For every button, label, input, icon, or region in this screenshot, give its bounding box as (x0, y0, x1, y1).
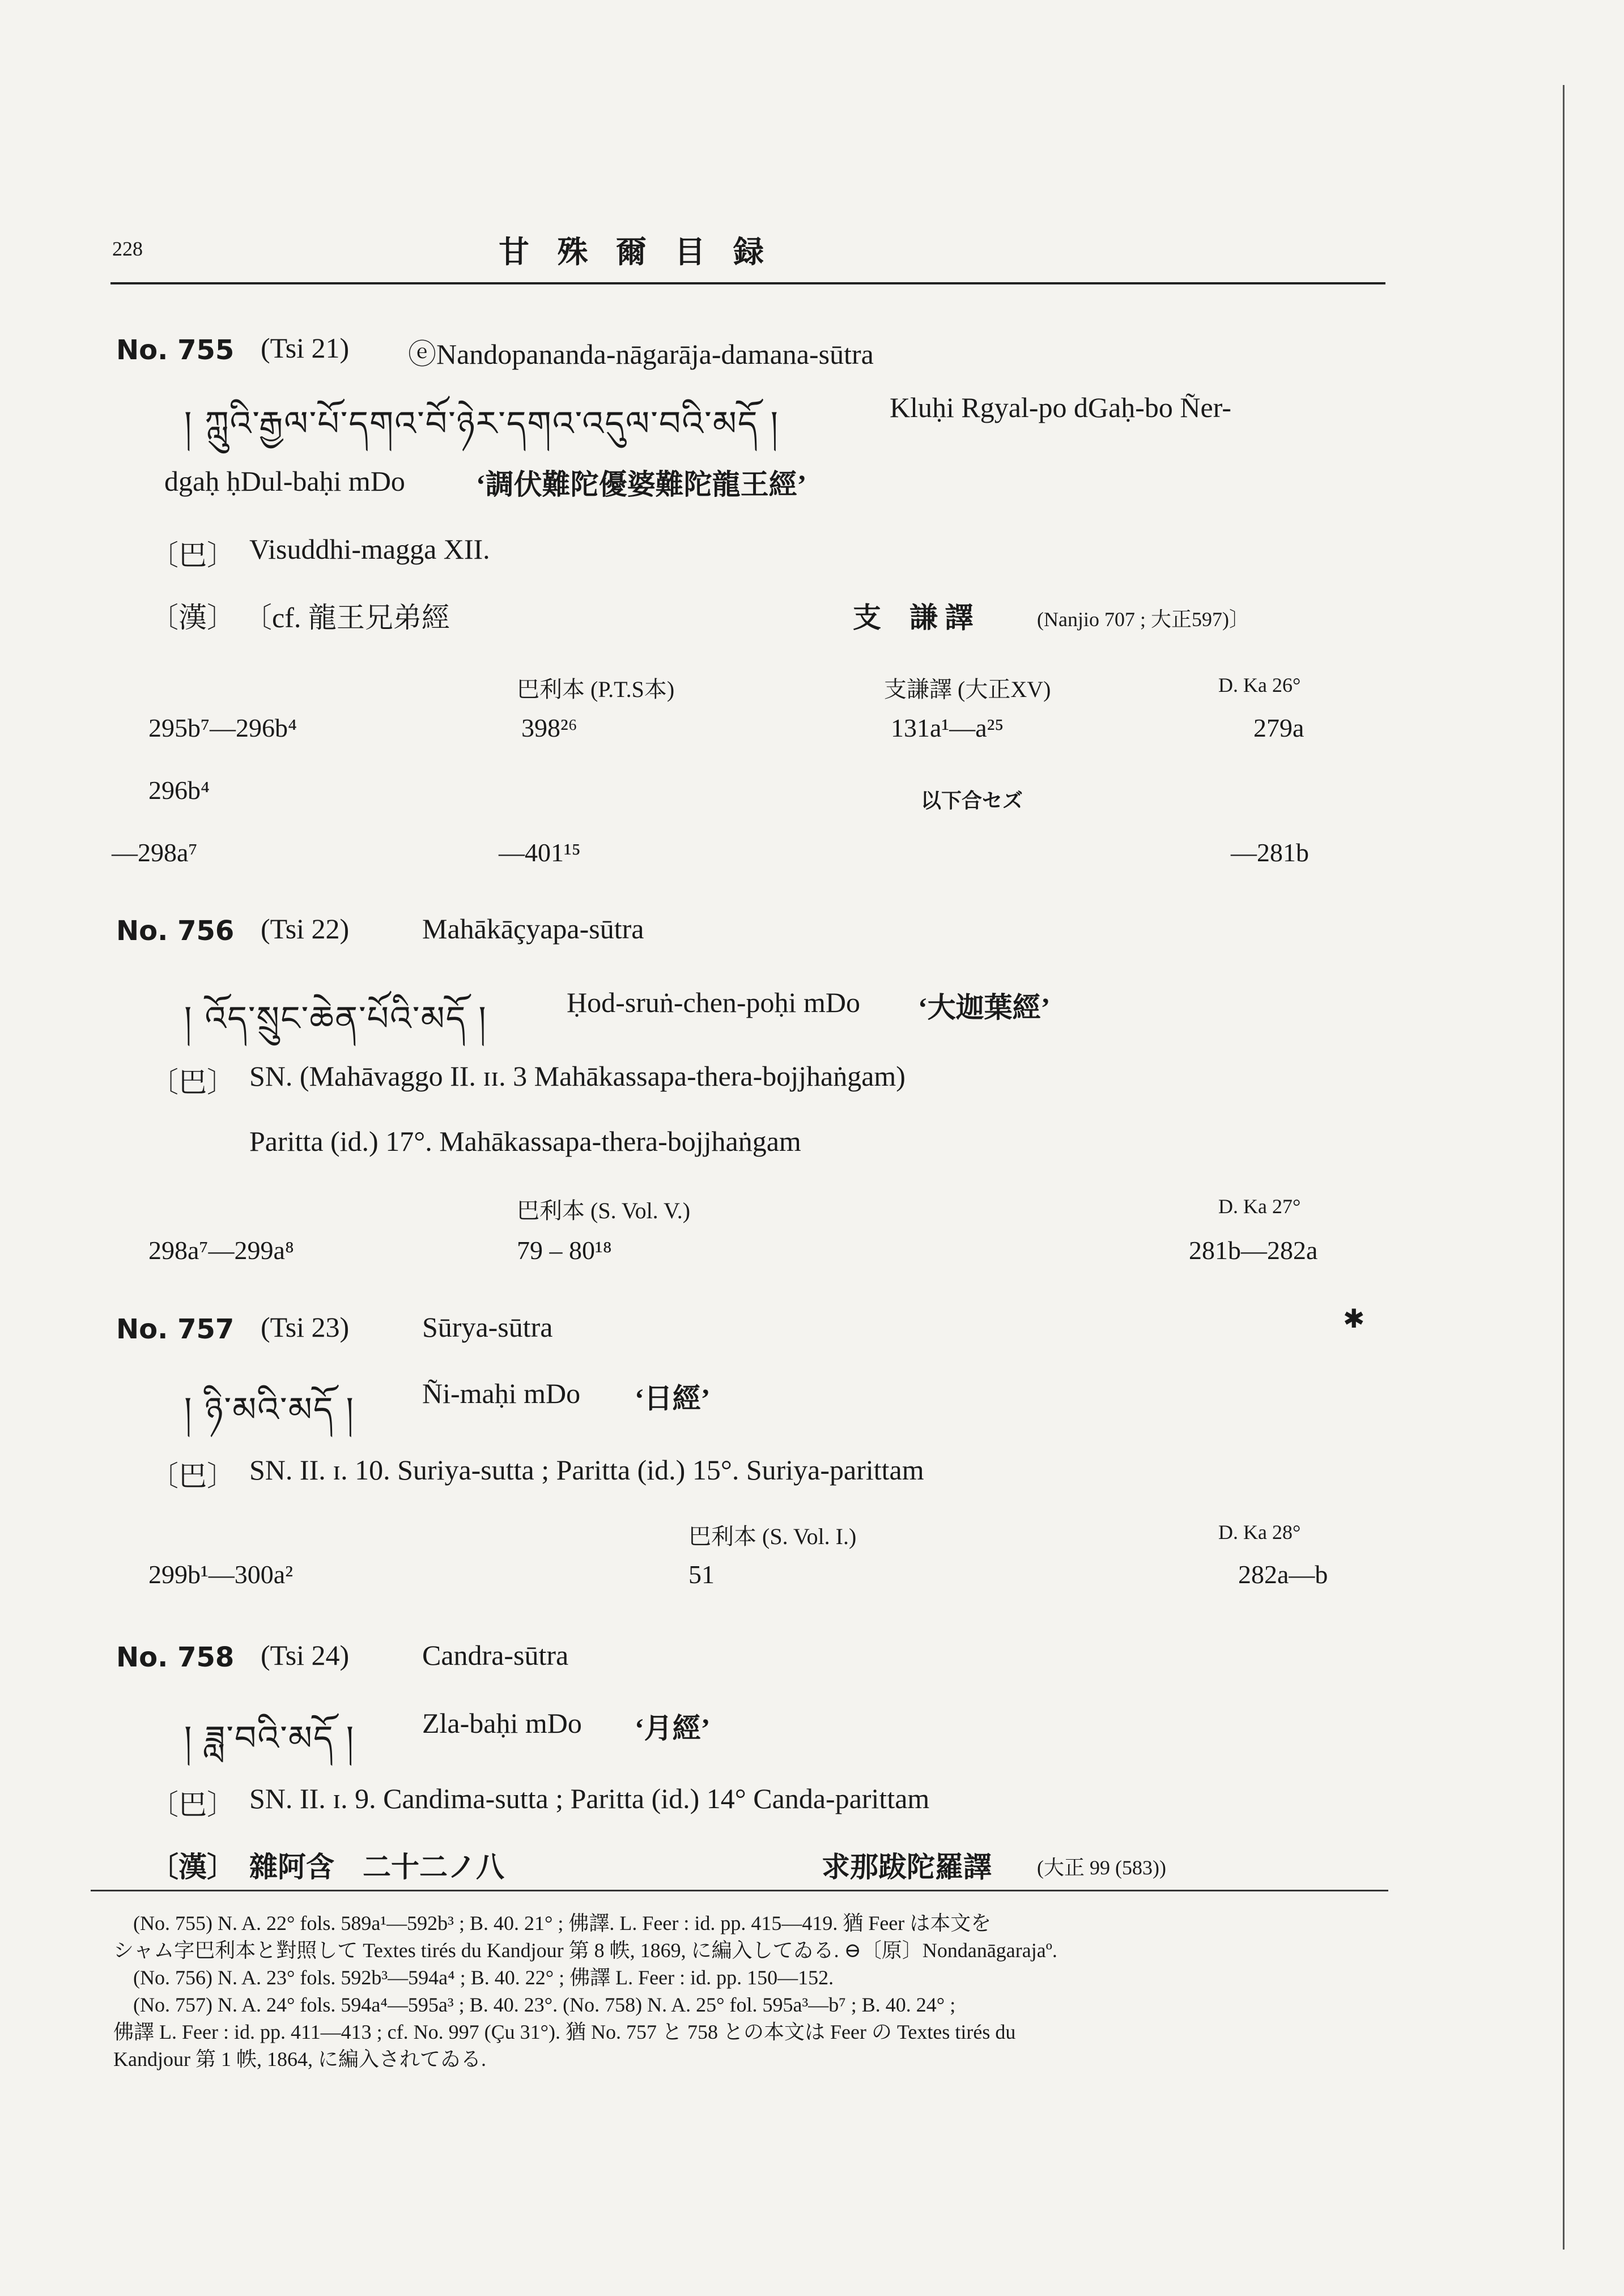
entry-tsi: (Tsi 23) (261, 1311, 350, 1343)
entry-chinese-title: ‘月經’ (635, 1712, 711, 1744)
pali-label: 〔巴〕 (150, 539, 235, 571)
table-cell: 51 (688, 1560, 715, 1589)
footnote-line: (No. 755) N. A. 22° fols. 589a¹—592b³ ; B. 40. 21° ; 佛譯. L. Feer : id. pp. 415—419. 猶 Feer は本文を (133, 1912, 992, 1934)
column-header: D. Ka 26° (1218, 674, 1301, 696)
column-header: 支謙譯 (大正XV) (884, 677, 1051, 702)
asterisk-mark: ✱ (1343, 1304, 1365, 1333)
footnote-line: Kandjour 第 1 帙, 1864, に編入されてゐる. (113, 2048, 486, 2070)
entry-sanskrit-title: Sūrya-sūtra (422, 1311, 553, 1343)
han-translator: 求那跋陀羅譯 (822, 1851, 992, 1883)
table-cell: 298a⁷—299a⁸ (148, 1236, 294, 1265)
pali-text: SN. II. ɪ. 9. Candima-sutta ; Paritta (id.) 14° Canda-parittam (249, 1783, 930, 1814)
table-cell-note: 以下合セズ (921, 789, 1023, 812)
table-cell: 398²⁶ (521, 713, 577, 742)
entry-number: No. 756 (116, 915, 235, 947)
han-label: 〔漢〕 (150, 1851, 235, 1883)
table-cell: 281b—282a (1189, 1236, 1318, 1265)
footnote-line: (No. 757) N. A. 24° fols. 594a⁴—595a³ ; B. 40. 23°. (No. 758) N. A. 25° fol. 595a³—b⁷ ; B. 40. 24° ; (133, 1993, 956, 2016)
pali-text-cont: Paritta (id.) 17°. Mahākassapa-thera-bojjhaṅgam (249, 1125, 801, 1157)
table-cell: —298a⁷ (112, 838, 198, 867)
entry-tibetan-script: ། ཉི་མའི་མདོ ། (184, 1390, 355, 1430)
entry-number: No. 755 (116, 334, 235, 366)
table-cell: 295b⁷—296b⁴ (148, 713, 297, 742)
entry-tibetan-script: ། ཟླ་བའི་མདོ ། (184, 1719, 355, 1758)
page-number: 228 (112, 237, 143, 260)
column-header: D. Ka 28° (1218, 1521, 1301, 1544)
scan-edge-line (1563, 85, 1565, 2250)
table-cell: 296b⁴ (148, 776, 210, 805)
table-cell: 282a—b (1238, 1560, 1328, 1589)
table-cell: —401¹⁵ (499, 838, 581, 867)
han-reference: (大正 99 (583)) (1037, 1856, 1166, 1879)
han-text: 〔cf. 龍王兄弟經 (244, 602, 450, 633)
entry-chinese-title: ‘大迦葉經’ (918, 992, 1051, 1023)
entry-sanskrit-title: ⓔNandopananda-nāgarāja-damana-sūtra (408, 338, 874, 370)
pali-label: 〔巴〕 (150, 1789, 235, 1821)
table-cell: 299b¹—300a² (148, 1560, 293, 1589)
column-header: 巴利本 (S. Vol. V.) (517, 1198, 691, 1223)
entry-tsi: (Tsi 21) (261, 332, 350, 364)
column-header: 巴利本 (S. Vol. I.) (688, 1524, 857, 1549)
entry-tibetan-script: ། འོད་སྲུང་ཆེན་པོའི་མདོ ། (184, 999, 487, 1039)
header-rule (110, 282, 1385, 284)
footnote-line: 佛譯 L. Feer : id. pp. 411—413 ; cf. No. 997 (Çu 31°). 猶 No. 757 と 758 との本文は Feer の Textes tirés du (113, 2021, 1016, 2043)
han-reference: (Nanjio 707 ; 大正597)〕 (1037, 608, 1249, 631)
entry-chinese-title: ‘日經’ (635, 1383, 711, 1414)
table-cell: 131a¹—a²⁵ (891, 713, 1004, 742)
entry-tibetan-translit-cont: dgaḥ ḥDul-baḥi mDo (164, 465, 405, 497)
entry-tsi: (Tsi 22) (261, 913, 350, 945)
footnote-line: シャム字巴利本と對照して Textes tirés du Kandjour 第 8 帙, 1869, に編入してゐる. ⊖〔原〕Nondanāgarajaº. (113, 1939, 1057, 1962)
entry-sanskrit-title: Candra-sūtra (422, 1639, 569, 1671)
entry-tibetan-translit: Zla-baḥi mDo (422, 1707, 582, 1739)
pali-label: 〔巴〕 (150, 1066, 235, 1098)
entry-tibetan-script: ། ཀླུའི་རྒྱལ་པོ་དགའ་བོ་ཉེར་དགའ་འདུལ་བའི་མདོ ། (184, 404, 780, 444)
footnote-line: (No. 756) N. A. 23° fols. 592b³—594a⁴ ; B. 40. 22° ; 佛譯 L. Feer : id. pp. 150—152. (133, 1966, 834, 1989)
han-text: 雜阿含 二十二ノ八 (249, 1851, 504, 1883)
pali-text: SN. (Mahāvaggo II. ɪɪ. 3 Mahākassapa-thera-bojjhaṅgam) (249, 1060, 905, 1092)
table-cell: 79 – 80¹⁸ (517, 1236, 612, 1265)
entry-tibetan-translit: Ḥod-sruṅ-chen-poḥi mDo (567, 987, 860, 1018)
entry-tsi: (Tsi 24) (261, 1639, 350, 1671)
table-cell: —281b (1231, 838, 1309, 867)
entry-sanskrit-title: Mahākāçyapa-sūtra (422, 913, 644, 945)
entry-number: No. 757 (116, 1313, 235, 1345)
entry-number: No. 758 (116, 1642, 235, 1673)
pali-label: 〔巴〕 (150, 1460, 235, 1492)
column-header: D. Ka 27° (1218, 1195, 1301, 1218)
entry-chinese-title: ‘調伏難陀優婆難陀龍王經’ (476, 469, 807, 500)
han-label: 〔漢〕 (150, 602, 235, 633)
footnote-rule (91, 1890, 1388, 1891)
entry-tibetan-translit: Ñi-maḥi mDo (422, 1377, 581, 1409)
entry-tibetan-translit: Kluḥi Rgyal-po dGaḥ-bo Ñer- (890, 392, 1232, 423)
pali-text: SN. II. ɪ. 10. Suriya-sutta ; Paritta (id.) 15°. Suriya-parittam (249, 1454, 924, 1486)
table-cell: 279a (1253, 713, 1304, 742)
han-translator: 支 謙 譯 (853, 602, 973, 633)
column-header: 巴利本 (P.T.S本) (517, 677, 675, 702)
running-title: 甘 殊 爾 目 録 (499, 235, 774, 269)
pali-text: Visuddhi-magga XII. (249, 533, 490, 565)
